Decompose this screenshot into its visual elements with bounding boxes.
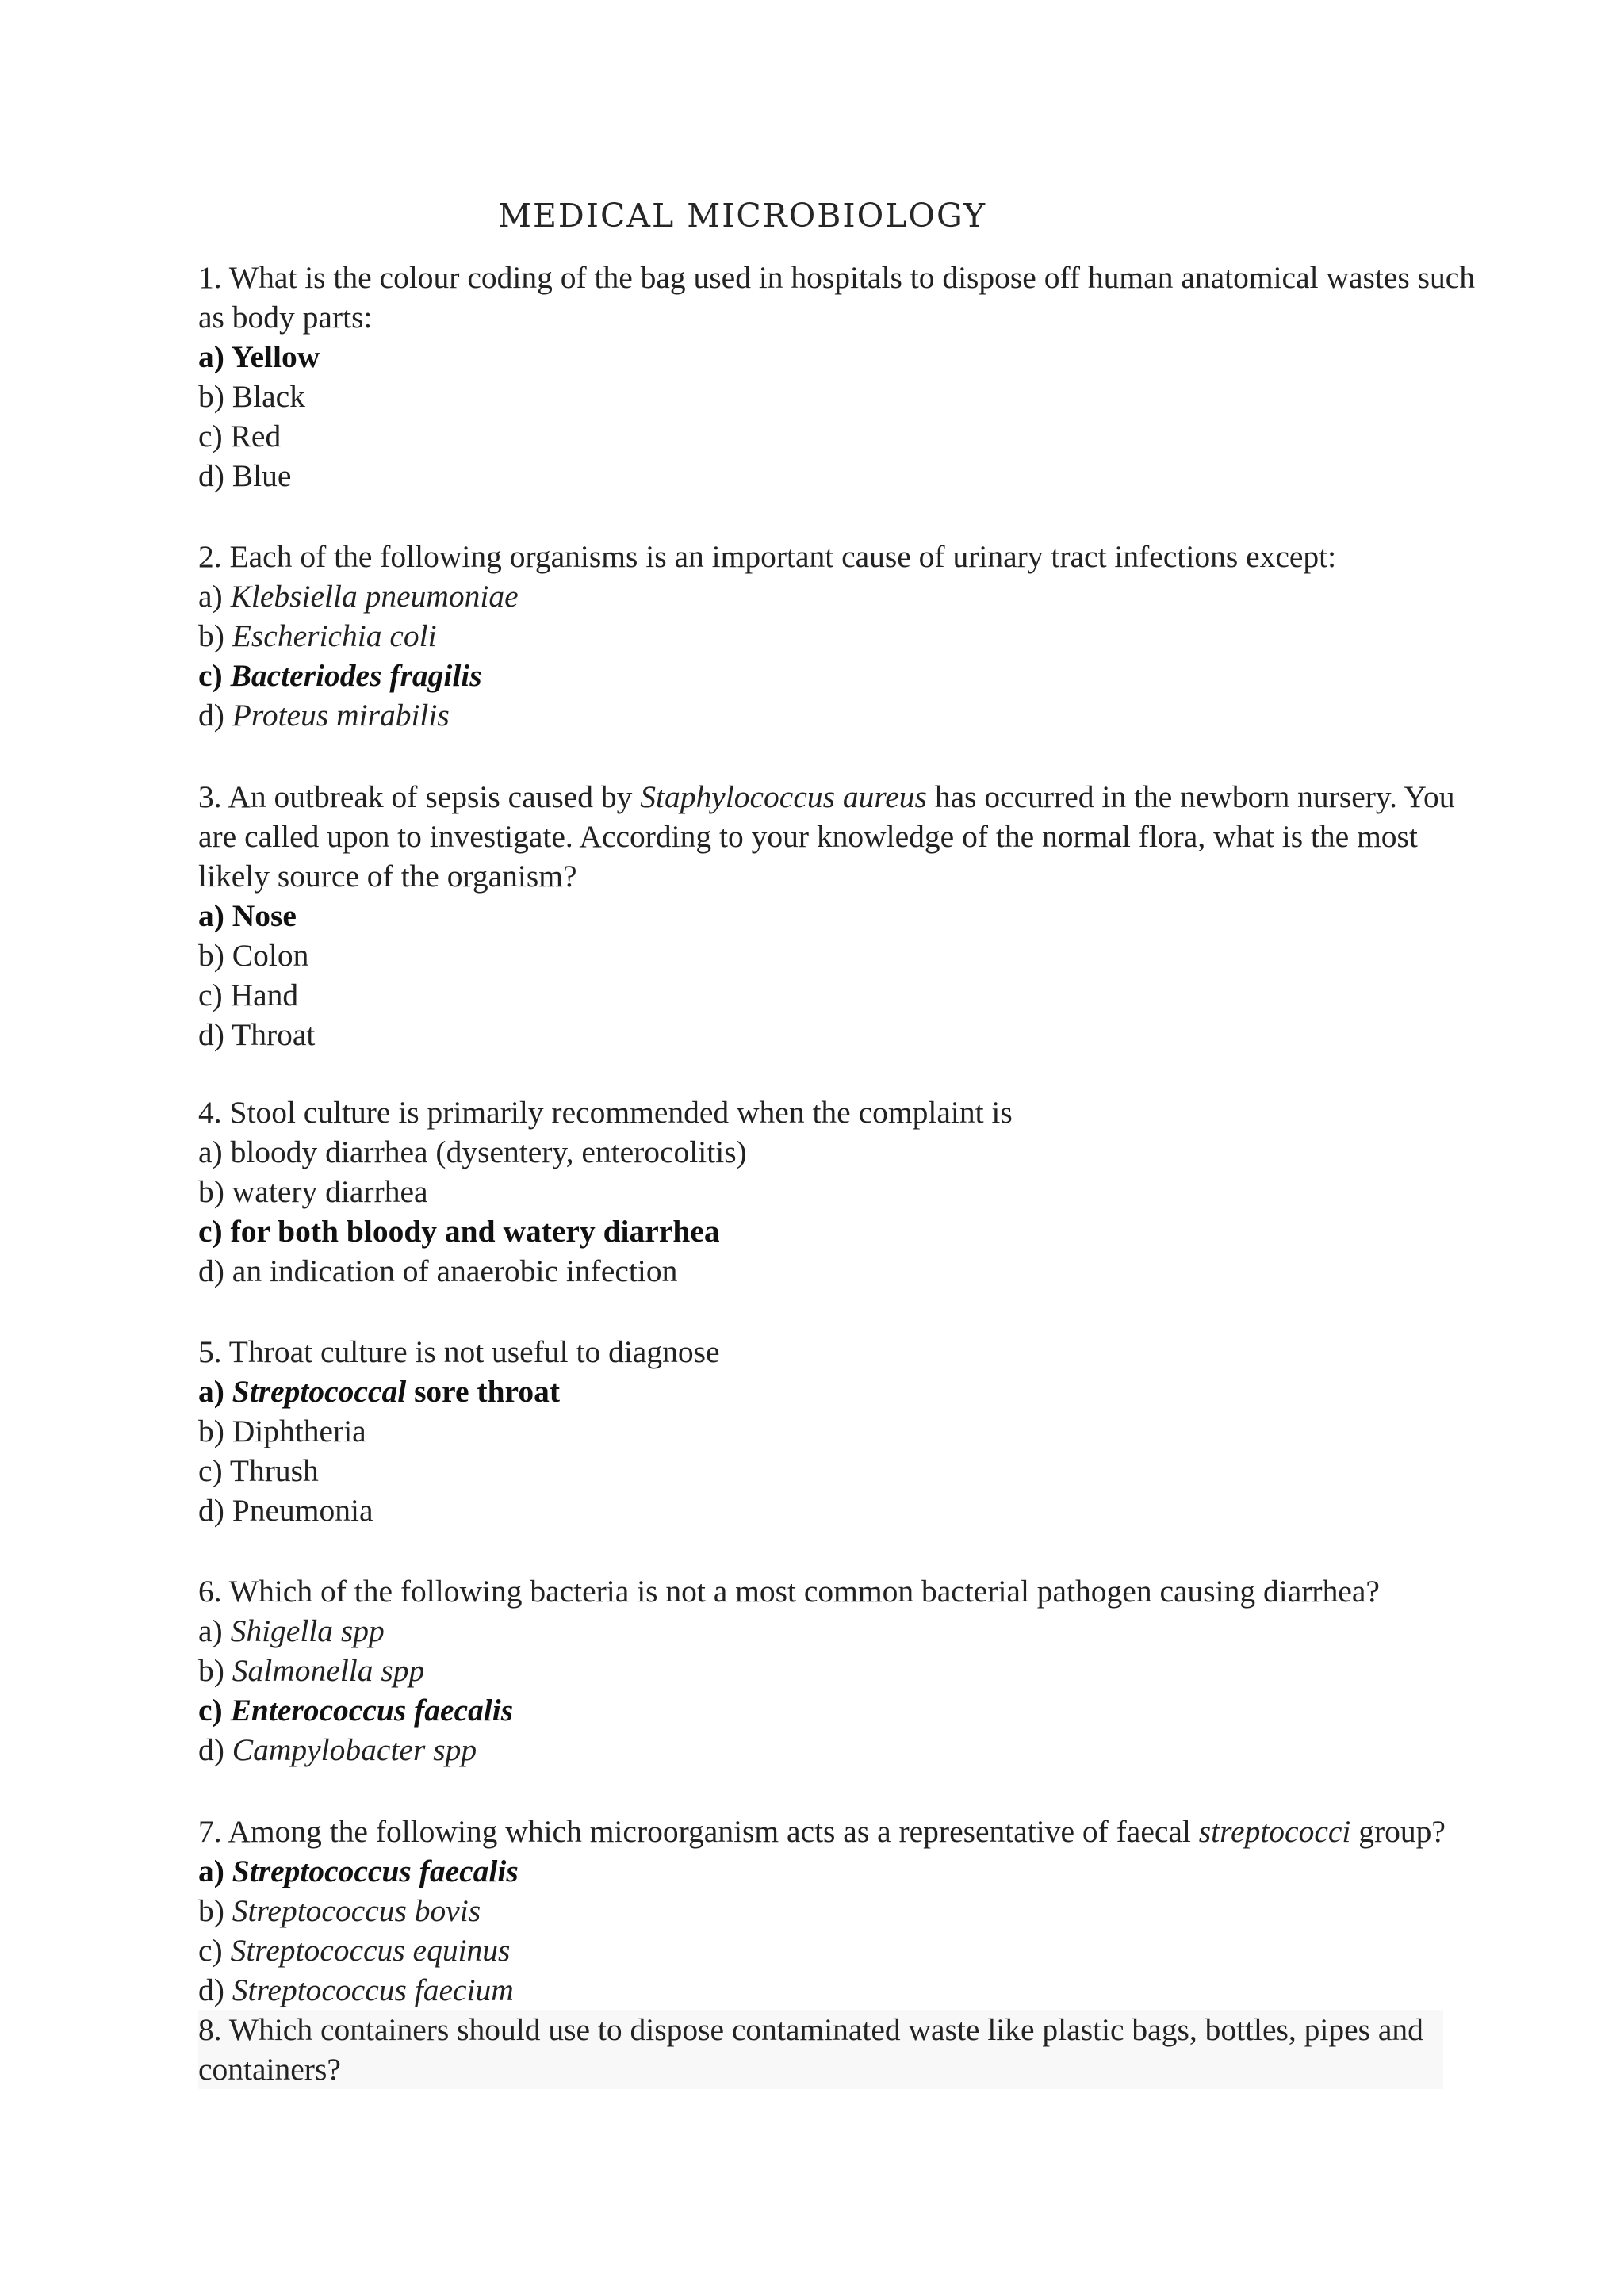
question-stem	[198, 777, 1455, 817]
option-letter: b)	[198, 1174, 224, 1209]
option-letter: b)	[198, 1893, 224, 1928]
option-d	[198, 456, 1435, 496]
option-c	[198, 416, 1435, 456]
option-letter: a)	[198, 1374, 224, 1409]
option-d	[198, 695, 1435, 735]
option-letter: a)	[198, 1854, 224, 1888]
question-stem: are called upon to investigate. According to your knowledge of the normal flora, what is the most	[198, 819, 1418, 854]
page-title: MEDICAL MICROBIOLOGY	[498, 197, 987, 235]
option-text: bloody diarrhea (dysentery, enterocolitis)	[230, 1135, 747, 1169]
option-a-answer	[198, 896, 1435, 936]
question-stem: 5. Throat culture is not useful to diagnose	[198, 1334, 720, 1369]
option-letter: d)	[198, 1253, 224, 1288]
option-text: Nose	[232, 898, 297, 933]
stem-organism: streptococci	[1198, 1814, 1351, 1849]
option-c	[198, 975, 1435, 1015]
option-text: Enterococcus faecalis	[230, 1693, 514, 1728]
option-d	[198, 1251, 1435, 1291]
option-c-answer	[198, 656, 1435, 695]
question-6	[198, 1571, 1435, 1770]
option-text: Streptococcus equinus	[230, 1933, 511, 1968]
option-letter: a)	[198, 898, 224, 933]
option-d	[198, 1490, 1435, 1530]
option-text: Klebsiella pneumoniae	[230, 579, 519, 614]
option-c	[198, 1451, 1435, 1490]
option-a-answer	[198, 1851, 1435, 1891]
question-8	[198, 2010, 1443, 2089]
option-text: Campylobacter spp	[232, 1732, 477, 1767]
option-letter: d)	[198, 1493, 224, 1528]
option-c	[198, 1931, 1435, 1970]
question-1	[198, 258, 1476, 496]
option-a	[198, 1611, 1435, 1651]
option-letter: b)	[198, 1653, 224, 1688]
question-stem: 2. Each of the following organisms is an important cause of urinary tract infections except:	[198, 539, 1337, 574]
question-4	[198, 1093, 1435, 1291]
option-letter: b)	[198, 618, 224, 653]
option-letter: b)	[198, 938, 224, 973]
option-text: Yellow	[231, 339, 320, 374]
option-b	[198, 936, 1435, 975]
question-stem: 4. Stool culture is primarily recommended when the complaint is	[198, 1095, 1013, 1130]
option-letter: d)	[198, 458, 224, 493]
option-letter: c)	[198, 978, 223, 1012]
option-text: Bacteriodes fragilis	[230, 658, 482, 693]
option-text: watery diarrhea	[232, 1174, 428, 1209]
stem-text: group?	[1350, 1814, 1446, 1849]
question-3	[198, 777, 1455, 1054]
option-text: Red	[230, 419, 282, 453]
question-stem: containers?	[198, 2052, 341, 2087]
question-2	[198, 537, 1435, 735]
option-c-answer	[198, 1690, 1435, 1730]
option-letter: c)	[198, 419, 223, 453]
question-stem: 6. Which of the following bacteria is not a most common bacterial pathogen causing diarrhea?	[198, 1574, 1380, 1609]
option-text: Colon	[232, 938, 309, 973]
option-letter: d)	[198, 1732, 224, 1767]
option-letter: b)	[198, 379, 224, 414]
stem-organism: Staphylococcus aureus	[640, 779, 927, 814]
option-b	[198, 1891, 1435, 1931]
option-text: Salmonella spp	[232, 1653, 425, 1688]
option-d	[198, 1015, 1435, 1054]
option-text: Black	[232, 379, 305, 414]
option-text: an indication of anaerobic infection	[232, 1253, 678, 1288]
option-letter: d)	[198, 698, 224, 733]
option-b	[198, 1651, 1435, 1690]
option-text: Pneumonia	[232, 1493, 373, 1528]
option-text: Proteus mirabilis	[232, 698, 450, 733]
option-letter: a)	[198, 339, 224, 374]
option-letter: c)	[198, 1214, 223, 1249]
option-text: Blue	[232, 458, 292, 493]
option-text: Hand	[230, 978, 299, 1012]
option-b	[198, 616, 1435, 656]
option-letter: c)	[198, 1693, 223, 1728]
question-stem: likely source of the organism?	[198, 859, 577, 894]
option-text-rest: sore throat	[406, 1374, 561, 1409]
option-d	[198, 1970, 1435, 2010]
option-b	[198, 1172, 1435, 1211]
option-text: Throat	[232, 1017, 316, 1052]
option-text: for both bloody and watery diarrhea	[230, 1214, 720, 1249]
stem-text: has occurred in the newborn nursery. You	[926, 779, 1455, 814]
option-text: Shigella spp	[230, 1613, 385, 1648]
option-letter: c)	[198, 658, 223, 693]
option-c-answer	[198, 1211, 1435, 1251]
option-letter: b)	[198, 1414, 224, 1448]
question-7	[198, 1812, 1446, 2010]
option-text: Streptococcal	[232, 1374, 407, 1409]
question-stem: 8. Which containers should use to dispose contaminated waste like plastic bags, bottles, pipes and	[198, 2012, 1423, 2047]
question-stem: 1. What is the colour coding of the bag used in hospitals to dispose off human anatomical wastes such	[198, 260, 1476, 295]
option-letter: a)	[198, 1613, 223, 1648]
question-5	[198, 1332, 1435, 1530]
option-a	[198, 1132, 1435, 1172]
stem-text: 7. Among the following which microorganism acts as a representative of faecal	[198, 1814, 1199, 1849]
option-text: Streptococcus faecium	[232, 1973, 514, 2007]
option-b	[198, 377, 1435, 416]
option-text: Streptococcus bovis	[232, 1893, 481, 1928]
option-b	[198, 1411, 1435, 1451]
option-a-answer	[198, 337, 1435, 377]
option-a-answer	[198, 1372, 1435, 1411]
option-letter: a)	[198, 579, 223, 614]
option-a	[198, 576, 1435, 616]
stem-text: 3. An outbreak of sepsis caused by	[198, 779, 641, 814]
option-d	[198, 1730, 1435, 1770]
question-stem	[198, 1812, 1446, 1851]
option-text: Diphtheria	[232, 1414, 366, 1448]
option-text: Thrush	[229, 1453, 319, 1488]
option-letter: d)	[198, 1017, 224, 1052]
option-text: Escherichia coli	[232, 618, 437, 653]
option-text: Streptococcus faecalis	[232, 1854, 519, 1888]
option-letter: d)	[198, 1973, 224, 2007]
option-letter: a)	[198, 1135, 223, 1169]
question-stem: as body parts:	[198, 300, 373, 335]
option-letter: c)	[198, 1453, 223, 1488]
option-letter: c)	[198, 1933, 223, 1968]
